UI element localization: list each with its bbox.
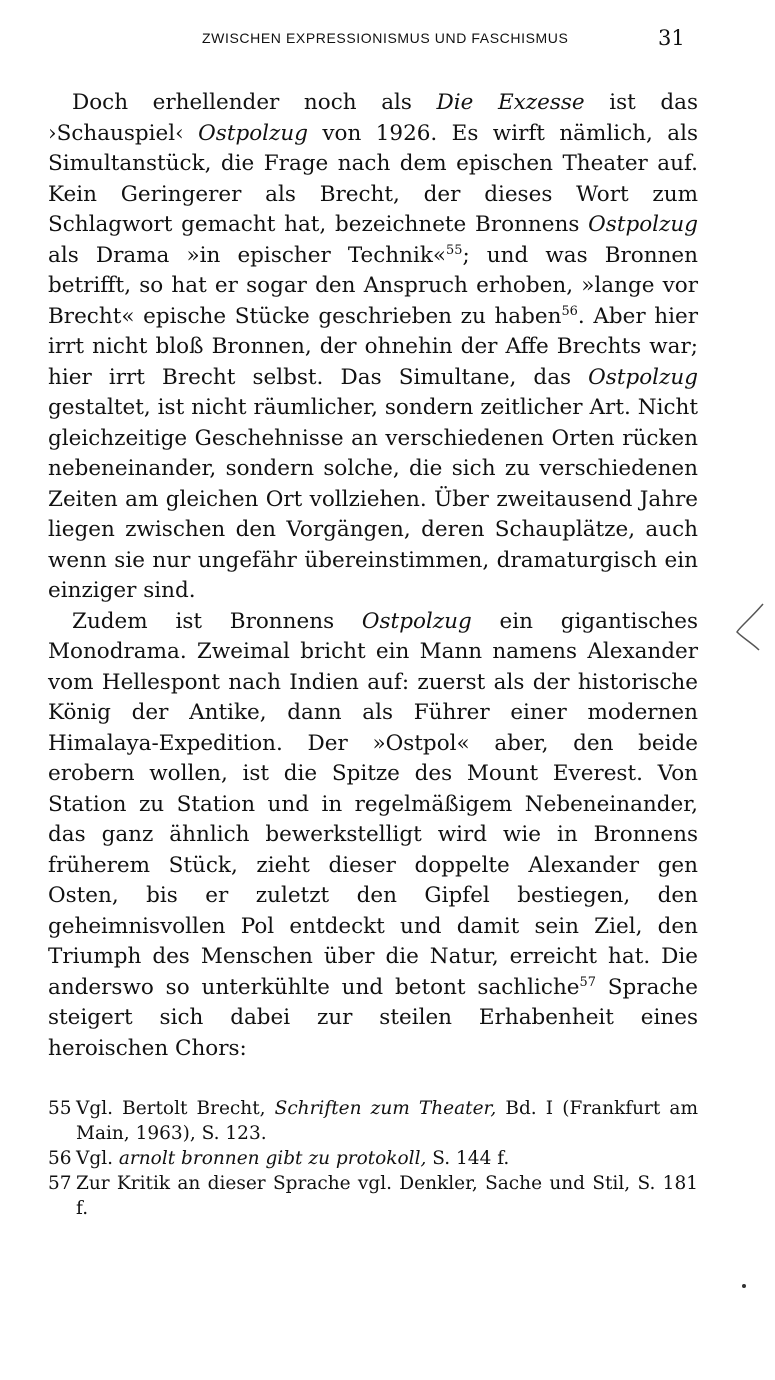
text-run: . Aber hier irrt nicht bloß Bronnen, der ohnehin der Affe Brechts war; hier irrt Brecht selbst. Das Simultane, das	[48, 303, 698, 390]
text-run: Vgl.	[76, 1148, 119, 1169]
text-run: ; und was Bronnen betrifft, so hat er sogar den Anspruch erhoben, »lange vor Brecht« epische Stücke geschrieben zu haben	[48, 242, 698, 329]
footnote-57	[48, 1171, 698, 1221]
paragraph-1	[48, 88, 698, 607]
text-run: Zur Kritik an dieser Sprache vgl. Denkler, Sache und Stil, S. 181 f.	[76, 1173, 698, 1219]
text-run: Bd. I (Frankfurt am Main, 1963), S. 123.	[76, 1098, 698, 1144]
text-run: Sprache steigert sich dabei zur steilen Erhabenheit eines heroischen Chors:	[48, 974, 698, 1061]
pencil-margin-mark	[733, 598, 773, 658]
footnote-ref: 56	[561, 303, 578, 319]
ink-dot-mark	[742, 1284, 746, 1288]
text-run: Doch erhellender noch als	[72, 90, 437, 115]
italic-title: Schriften zum Theater,	[274, 1098, 497, 1119]
footnotes	[48, 1096, 698, 1221]
text-run: ein gigantisches Monodrama. Zweimal bricht ein Mann namens Alexander vom Hellespont nach Indien auf: zuerst als der historische König der Antike, dann als Führer einer modernen Himalaya-Expedition. Der »Ostpol« aber, den beide erobern wollen, ist die Spitze des Mount Everest. Von Station zu Station und in regelmäßigem Nebeneinander, das ganz ähnlich bewerkstelligt wird wie in Bronnens früherem Stück, zieht dieser doppelte Alexander gen Osten, bis er zuletzt den Gipfel bestiegen, den geheimnisvollen Pol entdeckt und damit sein Ziel, den Triumph des Menschen über die Natur, erreicht hat. Die anderswo so unterkühlte und betont sachliche	[48, 608, 698, 1000]
footnote-number: 56	[48, 1148, 72, 1169]
footnote-number: 55	[48, 1098, 72, 1119]
footnote-56	[48, 1146, 698, 1171]
running-head: ZWISCHEN EXPRESSIONISMUS UND FASCHISMUS	[202, 30, 569, 46]
text-run: als Drama »in epischer Technik«	[48, 242, 447, 268]
page-number: 31	[658, 26, 685, 50]
paragraph-2	[48, 607, 698, 1065]
text-run: S. 144 f.	[426, 1148, 510, 1169]
italic-title: Ostpolzug	[198, 120, 308, 146]
text-run: Zudem ist Bronnens	[72, 608, 362, 634]
italic-title: arnolt bronnen gibt zu protokoll,	[118, 1148, 427, 1169]
text-run: ist das ›Schauspiel‹	[48, 90, 698, 146]
italic-title: Ostpolzug	[588, 364, 698, 390]
footnote-ref: 55	[446, 242, 463, 258]
italic-title: Die Exzesse	[436, 90, 585, 115]
footnote-number: 57	[48, 1173, 72, 1194]
italic-title: Ostpolzug	[588, 212, 698, 237]
footnote-ref: 57	[579, 974, 596, 990]
text-run: Vgl. Bertolt Brecht,	[76, 1098, 275, 1119]
body-text	[48, 88, 698, 1064]
text-run: gestaltet, ist nicht räumlicher, sondern zeitlicher Art. Nicht gleichzeitige Geschehnisse an verschiedenen Orten rücken nebeneinander, sondern solche, die sich zu verschiedenen Zeiten am gleichen Ort vollziehen. Über zweitausend Jahre liegen zwischen den Vorgängen, deren Schauplätze, auch wenn sie nur ungefähr übereinstimmen, dramaturgisch ein einziger sind.	[48, 395, 698, 603]
footnote-55	[48, 1096, 698, 1146]
text-run: von 1926. Es wirft nämlich, als Simultanstück, die Frage nach dem epischen Theater auf. Kein Geringerer als Brecht, der dieses Wort zum Schlagwort gemacht hat, bezeichnete Bronnens	[48, 120, 698, 237]
italic-title: Ostpolzug	[361, 608, 472, 634]
